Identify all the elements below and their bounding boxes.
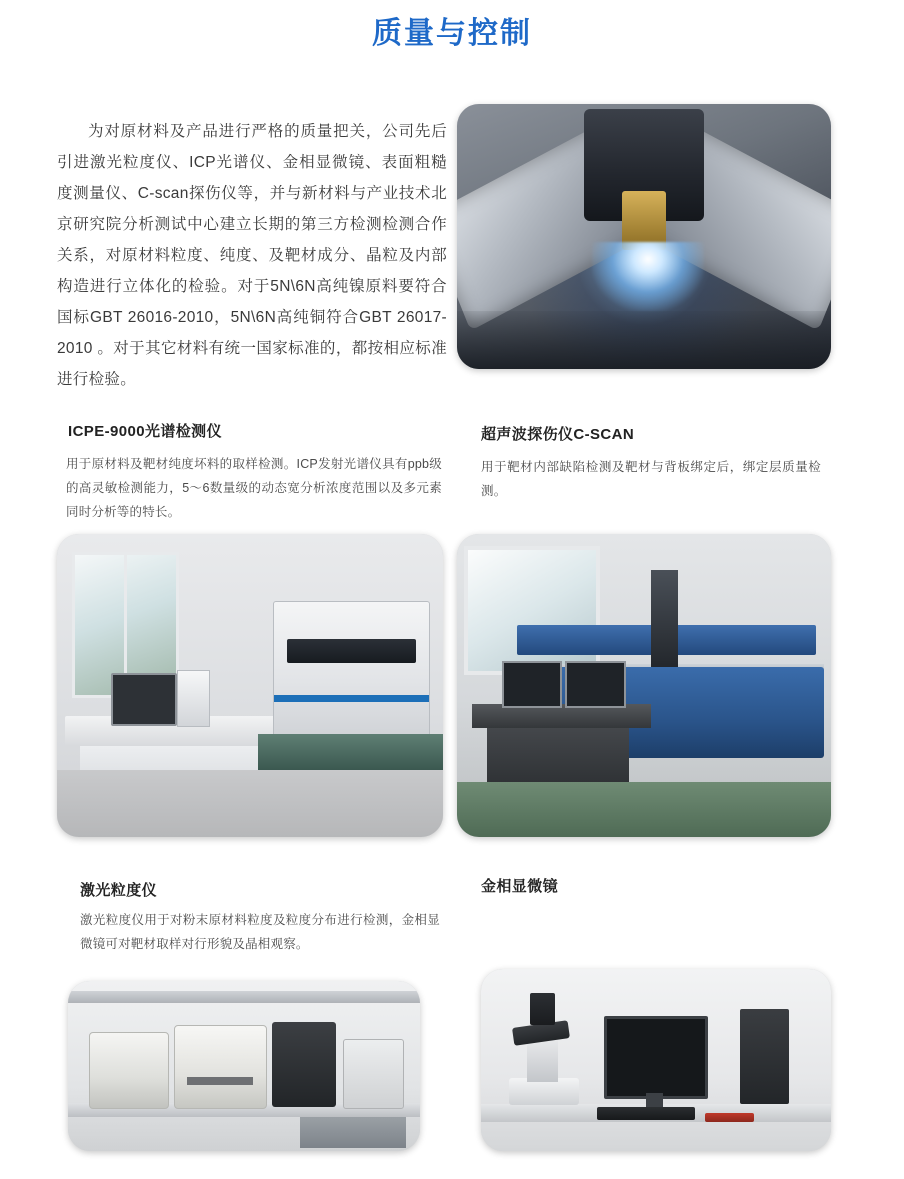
page-title: 质量与控制 <box>372 17 532 50</box>
section-heading-laser-psa: 激光粒度仪 <box>80 882 158 899</box>
photo-icp-spectrometer <box>57 534 443 837</box>
photo-particle-size-analyzer <box>68 981 420 1151</box>
section-body-cscan: 用于靶材内部缺陷检测及靶材与背板绑定后，绑定层质量检测。 <box>481 460 821 498</box>
photo-cscan-gantry <box>457 534 831 837</box>
photo-laser-welding <box>457 104 831 369</box>
photo-metallographic-microscope <box>481 969 831 1151</box>
section-body-laser-psa: 激光粒度仪用于对粉末原材料粒度及粒度分布进行检测，金相显微镜可对靶材取样对行形貌及晶相观察。 <box>80 913 440 951</box>
intro-paragraph: 为对原材料及产品进行严格的质量把关，公司先后引进激光粒度仪、ICP光谱仪、金相显微镜、表面粗糙度测量仪、C-scan探伤仪等，并与新材料与产业技术北京研究院分析测试中心建立长期的第三方检测检测合作关系，对原材料粒度、纯度、及靶材成分、晶粒及内部构造进行立体化的检验。对于5N\6N高纯镍原料要符合国标GBT 26016-2010，5N\6N高纯铜符合GBT 26017-2010 。对于其它材料有统一国家标准的，都按相应标准进行检验。 <box>57 123 447 388</box>
section-body-icpe: 用于原材料及靶材纯度坏料的取样检测。ICP发射光谱仪具有ppb级的高灵敏检测能力，5～6数量级的动态宽分析浓度范围以及多元素同时分析等的特长。 <box>66 457 442 519</box>
section-heading-cscan: 超声波探伤仪C-SCAN <box>481 426 635 443</box>
section-heading-metallographic: 金相显微镜 <box>481 878 559 895</box>
section-heading-icpe: ICPE-9000光谱检测仪 <box>68 423 222 440</box>
